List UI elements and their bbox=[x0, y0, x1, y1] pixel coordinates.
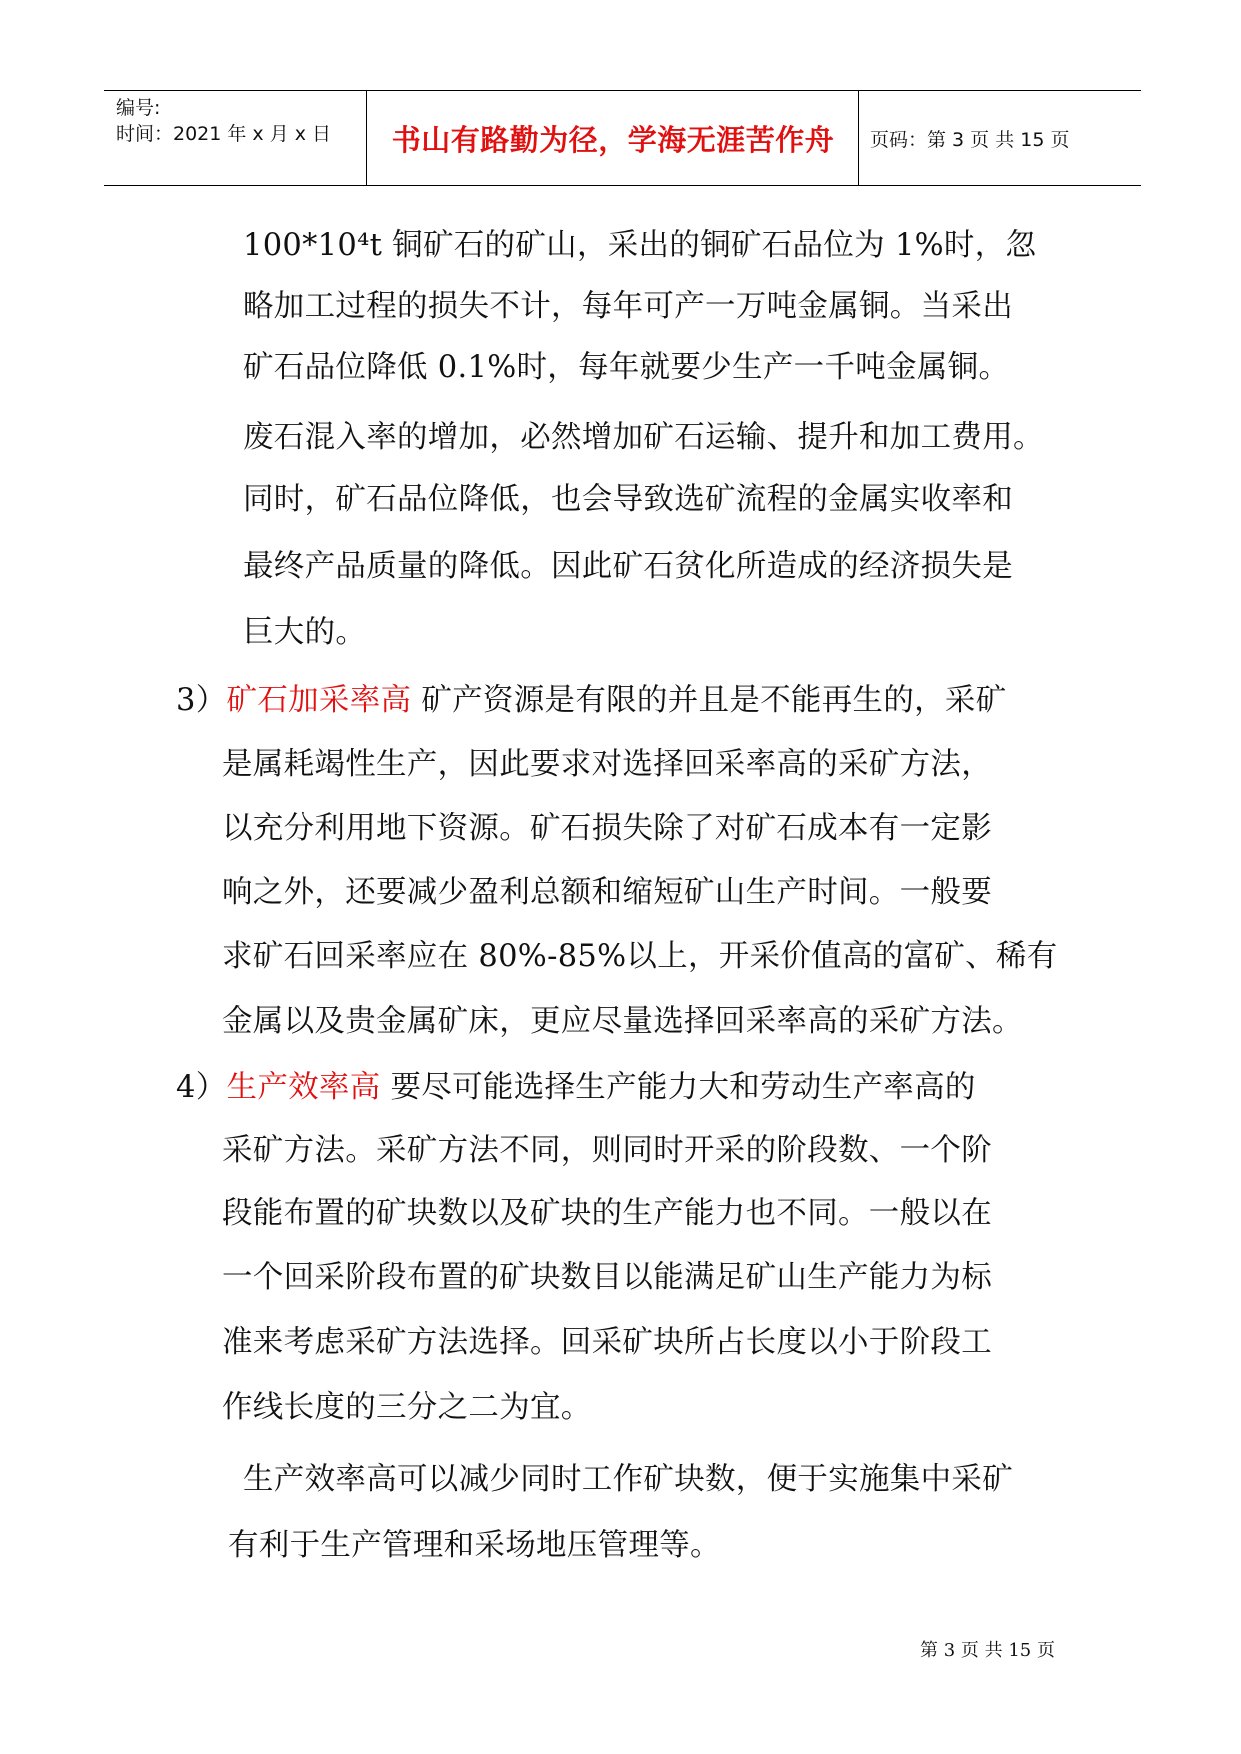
body-line: 一个回采阶段布置的矿块数目以能满足矿山生产能力为标 bbox=[222, 1260, 992, 1295]
time-label: 时间：2021 年 x 月 x 日 bbox=[116, 123, 332, 145]
body-line: 是属耗竭性生产，因此要求对选择回采率高的采矿方法， bbox=[222, 747, 992, 782]
body-line: 生产效率高可以减少同时工作矿块数，便于实施集中采矿 bbox=[243, 1462, 1013, 1497]
body-line: 以充分利用地下资源。矿石损失除了对矿石成本有一定影 bbox=[222, 811, 992, 846]
body-line: 最终产品质量的降低。因此矿石贫化所造成的经济损失是 bbox=[243, 549, 1013, 584]
list-item-text: 矿产资源是有限的并且是不能再生的，采矿 bbox=[411, 683, 1007, 718]
body-line: 巨大的。 bbox=[243, 615, 367, 650]
body-line: 求矿石回采率应在 80%-85%以上，开采价值高的富矿、稀有 bbox=[222, 939, 1058, 974]
body-line: 段能布置的矿块数以及矿块的生产能力也不同。一般以在 bbox=[222, 1196, 992, 1231]
body-line: 100*10⁴t 铜矿石的矿山，采出的铜矿石品位为 1%时，忽 bbox=[243, 228, 1037, 263]
list-item-title: 矿石加采率高 bbox=[226, 683, 412, 718]
list-number: 4） bbox=[176, 1070, 227, 1105]
header-motto: 书山有路勤为径，学海无涯苦作舟 bbox=[391, 122, 835, 157]
header-divider bbox=[366, 91, 367, 185]
body-line: 略加工过程的损失不计，每年可产一万吨金属铜。当采出 bbox=[243, 289, 1013, 324]
list-item-text: 要尽可能选择生产能力大和劳动生产率高的 bbox=[380, 1070, 976, 1105]
body-line: 准来考虑采矿方法选择。回采矿块所占长度以小于阶段工 bbox=[222, 1325, 992, 1360]
list-number: 3） bbox=[176, 683, 227, 718]
body-line: 采矿方法。采矿方法不同，则同时开采的阶段数、一个阶 bbox=[222, 1133, 992, 1168]
list-item-4-first-line bbox=[176, 1068, 976, 1108]
header-page-number: 页码：第 3 页 共 15 页 bbox=[870, 128, 1070, 151]
body-line: 同时，矿石品位降低，也会导致选矿流程的金属实收率和 bbox=[243, 482, 1013, 517]
list-item-3-first-line bbox=[176, 681, 1007, 721]
body-line: 矿石品位降低 0.1%时，每年就要少生产一千吨金属铜。 bbox=[243, 350, 1010, 385]
body-line: 作线长度的三分之二为宜。 bbox=[222, 1390, 592, 1425]
header-meta bbox=[116, 91, 366, 185]
header-divider bbox=[858, 91, 859, 185]
page-footer: 第 3 页 共 15 页 bbox=[920, 1640, 1055, 1661]
body-line: 有利于生产管理和采场地压管理等。 bbox=[228, 1528, 721, 1563]
body-line: 响之外，还要减少盈利总额和缩短矿山生产时间。一般要 bbox=[222, 875, 992, 910]
body-line: 金属以及贵金属矿床，更应尽量选择回采率高的采矿方法。 bbox=[222, 1004, 1023, 1039]
page-header bbox=[104, 90, 1141, 186]
serial-label: 编号: bbox=[116, 97, 161, 119]
body-line: 废石混入率的增加，必然增加矿石运输、提升和加工费用。 bbox=[243, 420, 1044, 455]
list-item-title: 生产效率高 bbox=[226, 1070, 381, 1105]
